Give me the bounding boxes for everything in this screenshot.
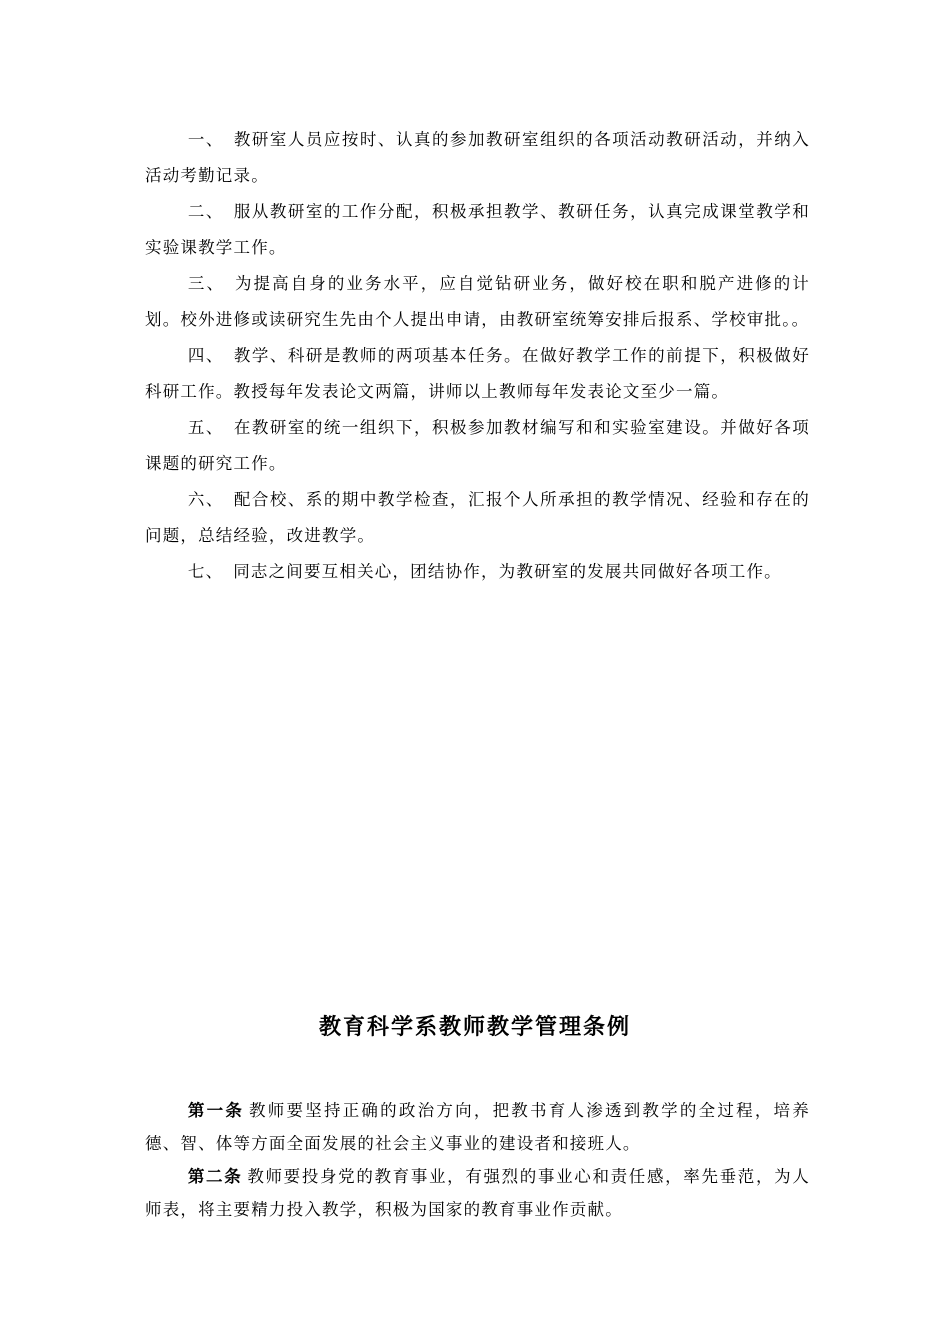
regulation-item-2 <box>145 1160 810 1226</box>
duty-item-1 <box>145 122 810 194</box>
duty-number: 六、 <box>187 490 224 509</box>
regulation-label: 第一条 <box>187 1101 245 1120</box>
regulation-text: 教师要坚持正确的政治方向，把教书育人渗透到教学的全过程，培养德、智、体等方面全面发展的社会主义事业的建设者和接班人。 <box>145 1101 810 1153</box>
duty-item-3 <box>145 266 810 338</box>
duty-number: 二、 <box>187 202 224 221</box>
duty-text: 为提高自身的业务水平，应自觉钻研业务，做好校在职和脱产进修的计划。校外进修或读研究生先由个人提出申请，由教研室统筹安排后报系、学校审批。。 <box>145 274 811 329</box>
duty-number: 一、 <box>187 130 224 149</box>
duty-text: 教研室人员应按时、认真的参加教研室组织的各项活动教研活动，并纳入活动考勤记录。 <box>145 130 810 185</box>
duty-number: 三、 <box>187 274 226 293</box>
duty-item-6 <box>145 482 810 554</box>
duty-number: 五、 <box>187 418 224 437</box>
duty-number: 七、 <box>187 562 224 581</box>
duty-text: 服从教研室的工作分配，积极承担教学、教研任务，认真完成课堂教学和实验课教学工作。 <box>145 202 810 257</box>
duty-number: 四、 <box>187 346 224 365</box>
duty-text: 配合校、系的期中教学检查，汇报个人所承担的教学情况、经验和存在的问题，总结经验，改进教学。 <box>145 490 810 545</box>
section-title: 教育科学系教师教学管理条例 <box>318 1014 631 1040</box>
regulation-label: 第二条 <box>187 1167 243 1186</box>
duty-text: 在教研室的统一组织下，积极参加教材编写和和实验室建设。并做好各项课题的研究工作。 <box>145 418 810 473</box>
duty-item-2 <box>145 194 810 266</box>
duty-text: 教学、科研是教师的两项基本任务。在做好教学工作的前提下，积极做好科研工作。教授每年发表论文两篇，讲师以上教师每年发表论文至少一篇。 <box>145 346 810 401</box>
duty-text: 同志之间要互相关心，团结协作，为教研室的发展共同做好各项工作。 <box>233 562 782 581</box>
duties-list <box>145 122 810 590</box>
regulations-list <box>145 1094 810 1226</box>
duty-item-7 <box>145 554 810 590</box>
duty-item-4 <box>145 338 810 410</box>
regulation-item-1 <box>145 1094 810 1160</box>
regulation-text: 教师要投身党的教育事业，有强烈的事业心和责任感，率先垂范，为人师表，将主要精力投入教学，积极为国家的教育事业作贡献。 <box>145 1167 810 1219</box>
duty-item-5 <box>145 410 810 482</box>
